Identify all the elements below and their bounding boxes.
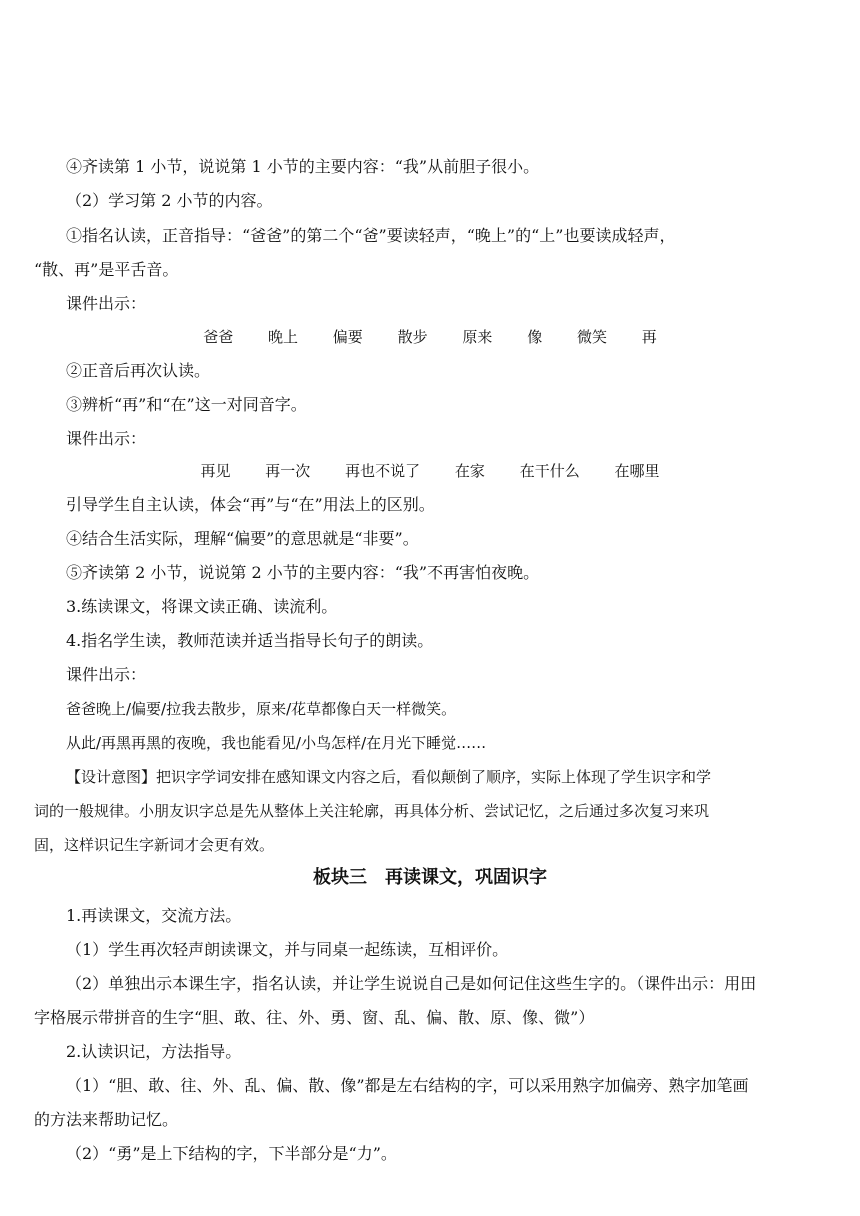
word-item: 在哪里	[614, 462, 660, 480]
word-item: 像	[527, 328, 543, 346]
word-item: 在干什么	[519, 462, 580, 480]
paragraph: ⑤齐读第 2 小节，说说第 2 小节的主要内容：“我”不再害怕夜晚。	[66, 563, 540, 582]
paragraph: 课件出示：	[66, 429, 147, 448]
paragraph: 的方法来帮助记忆。	[34, 1110, 179, 1129]
paragraph: 2.认读识记，方法指导。	[66, 1042, 242, 1061]
word-item: 原来	[462, 328, 493, 346]
paragraph: 4.指名学生读，教师范读并适当指导长句子的朗读。	[66, 631, 434, 650]
paragraph: （2）单独出示本课生字，指名认读，并让学生说说自己是如何记住这些生字的。（课件出示：用田	[66, 974, 757, 993]
paragraph: 引导学生自主认读，体会“再”与“在”用法上的区别。	[66, 495, 435, 514]
paragraph: （2）学习第 2 小节的内容。	[66, 191, 273, 210]
reading-sentence: 从此/再黑再黑的夜晚，我也能看见/小鸟怎样/在月光下睡觉……	[66, 734, 487, 752]
design-intent: 固，这样识记生字新词才会更有效。	[34, 836, 275, 854]
paragraph: （1）学生再次轻声朗读课文，并与同桌一起练读，互相评价。	[66, 940, 509, 959]
word-item: 散步	[397, 328, 428, 346]
word-item: 再见	[200, 462, 231, 480]
paragraph: 课件出示：	[66, 665, 147, 684]
word-item: 在家	[454, 462, 485, 480]
section-heading: 板块三 再读课文，巩固识字	[313, 867, 547, 888]
paragraph: “散、再”是平舌音。	[34, 260, 179, 279]
design-intent: 词的一般规律。小朋友识字总是先从整体上关注轮廓，再具体分析、尝试记忆，之后通过多次复习来巩	[34, 802, 710, 820]
word-item: 微笑	[576, 328, 607, 346]
paragraph: 1.再读课文，交流方法。	[66, 906, 242, 925]
paragraph: 字格展示带拼音的生字“胆、敢、往、外、勇、窗、乱、偏、散、原、像、微”）	[34, 1008, 595, 1027]
paragraph: ④结合生活实际，理解“偏要”的意思就是“非要”。	[66, 529, 419, 548]
word-item: 再	[641, 328, 657, 346]
word-list-1	[0, 327, 860, 347]
paragraph: ①指名认读，正音指导：“爸爸”的第二个“爸”要读轻声，“晚上”的“上”也要读成轻声，	[66, 226, 676, 245]
word-list-2	[0, 461, 860, 481]
word-item: 再一次	[265, 462, 311, 480]
paragraph: 课件出示：	[66, 294, 147, 313]
paragraph: ②正音后再次认读。	[66, 361, 211, 380]
paragraph: ④齐读第 1 小节，说说第 1 小节的主要内容：“我”从前胆子很小。	[66, 157, 540, 176]
reading-sentence: 爸爸晚上/偏要/拉我去散步，原来/花草都像白天一样微笑。	[66, 700, 457, 718]
word-item: 爸爸	[203, 328, 234, 346]
paragraph: ③辨析“再”和“在”这一对同音字。	[66, 395, 307, 414]
paragraph: （2）“勇”是上下结构的字，下半部分是“力”。	[66, 1144, 397, 1163]
word-item: 再也不说了	[345, 462, 421, 480]
paragraph: （1）“胆、敢、往、外、乱、偏、散、像”都是左右结构的字，可以采用熟字加偏旁、熟字加笔画	[66, 1076, 749, 1095]
word-item: 偏要	[332, 328, 363, 346]
design-intent: 【设计意图】把识字学词安排在感知课文内容之后，看似颠倒了顺序，实际上体现了学生识字和学	[66, 768, 712, 786]
word-item: 晚上	[268, 328, 299, 346]
paragraph: 3.练读课文，将课文读正确、读流利。	[66, 597, 338, 616]
